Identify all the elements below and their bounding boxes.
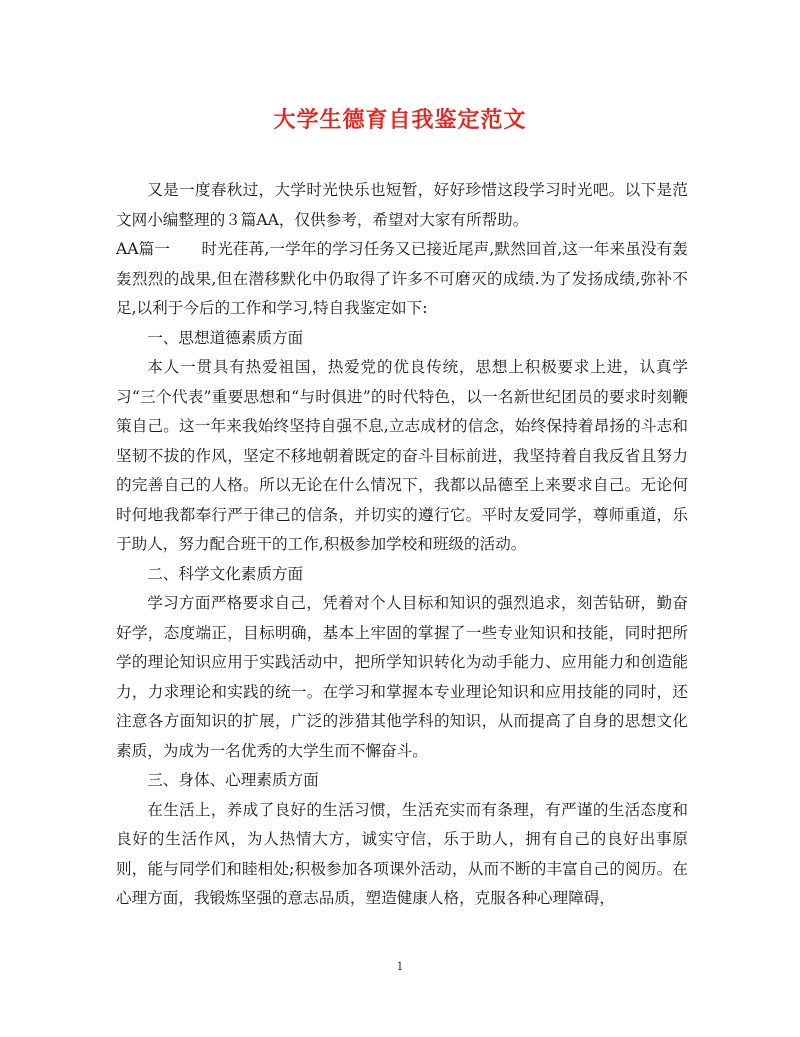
intro-paragraph: 又是一度春秋过，大学时光快乐也短暂，好好珍惜这段学习时光吧。以下是范文网小编整理的３篇AA，仅供参考，希望对大家有所帮助。: [116, 181, 688, 229]
section-heading-2: 二、科学文化素质方面: [147, 564, 304, 583]
section-body-3: 在生活上，养成了良好的生活习惯，生活充实而有条理，有严谨的生活态度和良好的生活作风，为人热情大方，诚实守信，乐于助人，拥有自己的良好出事原则，能与同学们和睦相处;积极参加各项课外活动，从而不断的丰富自己的阅历。在心理方面，我锻炼坚强的意志品质，塑造健康人格，克服各种心理障碍，: [116, 800, 688, 907]
page-number: 1: [396, 960, 404, 973]
section-heading-3: 三、身体、心理素质方面: [147, 771, 319, 789]
first-article-paragraph: AA篇一 时光荏苒,一学年的学习任务又已接近尾声,默然回首,这一年来虽没有轰轰烈烈的战果,但在潜移默化中仍取得了许多不可磨灭的成绩.为了发扬成绩,弥补不足,以利于今后的工作和学习,特自我鉴定如下:: [116, 240, 688, 317]
section-heading-1: 一、思想道德素质方面: [147, 328, 304, 347]
section-body-2: 学习方面严格要求自己，凭着对个人目标和知识的强烈追求，刻苦钻研，勤奋好学，态度端正，目标明确，基本上牢固的掌握了一些专业知识和技能，同时把所学的理论知识应用于实践活动中，把所学知识转化为动手能力、应用能力和创造能力，力求理论和实践的统一。在学习和掌握本专业理论知识和应用技能的同时，还注意各方面知识的扩展，广泛的涉猎其他学科的知识，从而提高了自身的思想文化素质，为成为一名优秀的大学生而不懈奋斗。: [116, 594, 688, 760]
document-body: [116, 176, 688, 914]
section-body-1: 本人一贯具有热爱祖国，热爱党的优良传统，思想上积极要求上进，认真学习“三个代表”重要思想和“与时俱进”的时代特色，以一名新世纪团员的要求时刻鞭策自己。这一年来我始终坚持自强不息,立志成材的信念，始终保持着昂扬的斗志和坚韧不拔的作风，坚定不移地朝着既定的奋斗目标前进，我坚持着自我反省且努力的完善自己的人格。所以无论在什么情况下，我都以品德至上来要求自己。无论何时何地我都奉行严于律己的信条，并切实的遵行它。平时友爱同学，尊师重道，乐于助人，努力配合班干的工作,积极参加学校和班级的活动。: [116, 358, 688, 553]
document-title: 大学生德育自我鉴定范文: [273, 107, 527, 133]
